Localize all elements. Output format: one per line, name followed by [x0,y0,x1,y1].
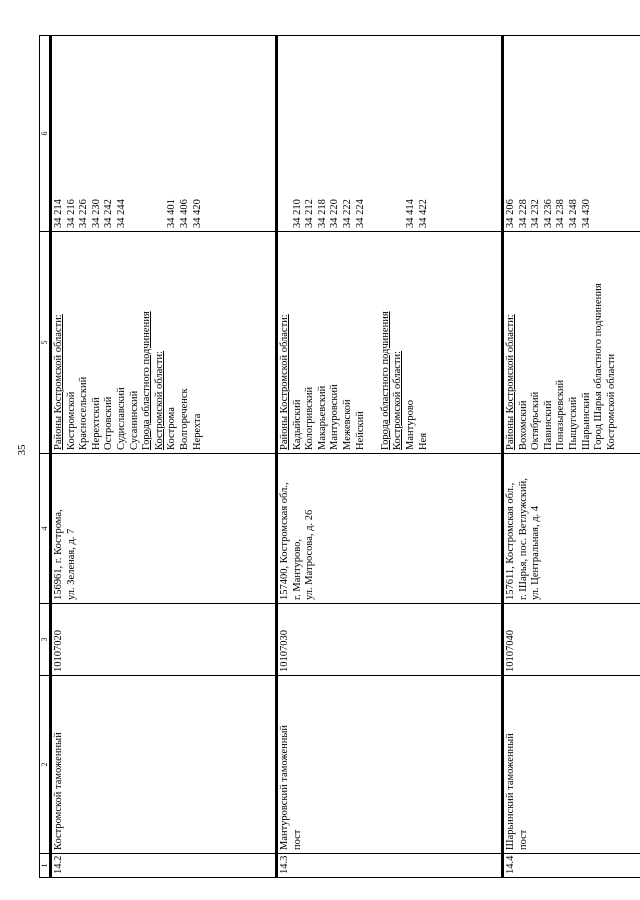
column-number-3: 3 [40,604,51,676]
cell-line: Мантуровский [329,384,341,450]
cell-line: 34 238 [555,199,567,228]
cell-line: 34 401 [166,199,178,228]
cell-line [129,39,142,228]
cell-line: Макарьевский [316,385,328,450]
cell-line: 34 244 [115,199,127,228]
cell-line: 34 422 [417,199,429,228]
cell-line [392,39,405,228]
cell-line: Павинский [542,400,554,450]
cell-line: 14.2 [53,855,64,874]
cell-line: 157400, Костромская обл., [279,482,290,600]
post-name [503,676,640,854]
cell-line: Поназыревский [555,379,567,450]
row-number [503,854,640,878]
cell-line: Город Шарья областного подчинения [593,283,605,450]
cell-line: 34 232 [530,199,542,228]
cell-line: Костромской области: [153,350,165,450]
cell-line: пост [517,829,529,850]
cell-line: Костромской таможенный [53,732,64,850]
post-address [503,454,640,604]
cell-line [367,235,380,450]
page-number: 35 [16,444,28,456]
cell-line: Сусанинский [128,390,140,450]
cell-line: Нейский [354,411,366,450]
okato-codes [277,36,503,232]
column-number-1: 1 [40,854,51,878]
cell-line: 34 414 [404,199,416,228]
cell-line: Островский [103,396,115,450]
column-number-6: 6 [40,36,51,232]
cell-line: Костромской [65,391,77,450]
rotated-table-container [39,36,617,878]
column-number-row [40,36,51,878]
cell-line: Волгореченск [178,388,190,450]
cell-line: Судиславский [115,387,127,450]
cell-line: Нерехта [191,413,203,450]
served-areas [503,232,640,454]
cell-line: Шарьинский таможенный [505,733,516,850]
cell-line: Кострома [166,407,178,450]
post-name [277,676,503,854]
cell-line: 34 248 [567,199,579,228]
okato-codes [503,36,640,232]
cell-line: Районы Костромской области: [505,314,516,450]
cell-line: Города областного подчинения [379,311,391,450]
cell-line: 34 220 [329,199,341,228]
cell-line: 34 218 [316,199,328,228]
cell-line: 34 226 [78,199,90,228]
post-address [51,454,277,604]
cell-line: Мантуровский таможенный [279,724,290,850]
cell-line: 34 420 [191,199,203,228]
cell-line: 10107040 [505,630,516,672]
cell-line [279,39,292,228]
cell-line: 157611, Костромская обл., [505,482,516,600]
cell-line: 34 222 [341,199,353,228]
cell-line: 34 430 [580,199,592,228]
cell-line: 34 236 [542,199,554,228]
cell-line: Нея [417,432,429,450]
cell-line: Кологривский [304,386,316,450]
cell-line: 34 230 [90,199,102,228]
cell-line: ул. Матросова, д. 26 [304,509,316,600]
cell-line: 34 214 [53,199,64,228]
cell-line [154,39,167,228]
cell-line: Нерехтский [90,397,102,450]
cell-line: 34 242 [103,199,115,228]
post-code [277,604,503,676]
post-address [277,454,503,604]
cell-line: 14.3 [279,855,290,874]
table-row [51,36,277,878]
cell-line: 34 406 [178,199,190,228]
row-number [277,854,503,878]
cell-line: Костромской области: [392,350,404,450]
row-number [51,854,277,878]
cell-line: 34 228 [517,199,529,228]
cell-line: 34 210 [291,199,303,228]
table-row [503,36,640,878]
served-areas [277,232,503,454]
cell-line: Пыщугский [567,396,579,450]
table-body [51,36,640,878]
cell-line: 14.4 [505,855,516,874]
table-row [277,36,503,878]
cell-line: г. Мантурово, [291,539,303,600]
cell-line: 34 212 [304,199,316,228]
cell-line: ул. Центральная, д. 4 [530,505,542,600]
cell-line: Межевской [341,399,353,450]
cell-line: ул. Зеленая, д. 7 [65,528,77,600]
cell-line: Октябрьский [530,391,542,450]
column-number-4: 4 [40,454,51,604]
cell-line: Красносельский [78,376,90,450]
cell-line [380,39,393,228]
cell-line: 156961, г. Кострома, [53,509,64,600]
cell-line: 34 224 [354,199,366,228]
okato-codes [51,36,277,232]
cell-line: пост [291,829,303,850]
cell-line [367,39,380,228]
post-name [51,676,277,854]
cell-line: Костромской области [605,353,617,450]
cell-line: г. Шарья, пос. Ветлужский, [517,478,529,600]
cell-line: Города областного подчинения [141,311,153,450]
cell-line: 34 206 [505,199,516,228]
cell-line: 10107030 [279,630,290,672]
cell-line: Вохомский [517,400,529,450]
column-number-2: 2 [40,676,51,854]
cell-line: Мантурово [404,400,416,450]
post-code [51,604,277,676]
column-number-5: 5 [40,232,51,454]
cell-line: Шарьинский [580,392,592,450]
cell-line: 34 216 [65,199,77,228]
served-areas [51,232,277,454]
cell-line: Районы Костромской области: [53,314,64,450]
customs-posts-table [39,35,640,878]
cell-line: Районы Костромской области: [279,314,290,450]
cell-line: 10107020 [53,630,64,672]
cell-line: Кадыйский [291,399,303,450]
cell-line [141,39,154,228]
post-code [503,604,640,676]
